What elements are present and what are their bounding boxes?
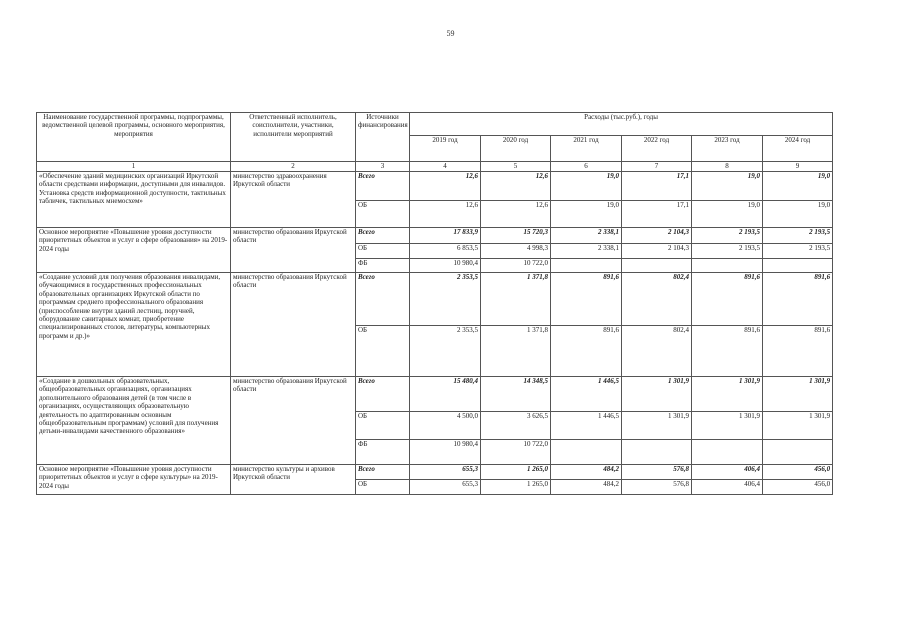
expense-value: 891,6: [692, 326, 763, 377]
expense-value: 2 104,3: [622, 244, 692, 259]
expense-value: 17 833,9: [410, 228, 481, 244]
table-row: [37, 273, 833, 326]
expense-value: 19,0: [551, 172, 622, 201]
expense-value: [622, 259, 692, 273]
expense-value: [551, 440, 622, 465]
expense-value: 891,6: [763, 273, 833, 326]
table-row: [37, 377, 833, 412]
column-number: 3: [356, 162, 410, 172]
header-year: 2023 год: [692, 136, 763, 162]
expense-value: 1 446,5: [551, 377, 622, 412]
expense-value: 655,3: [410, 465, 481, 480]
expense-value: 10 722,0: [481, 440, 551, 465]
expense-value: 1 301,9: [622, 412, 692, 440]
expense-value: 1 446,5: [551, 412, 622, 440]
measure-name: «Создание в дошкольных образовательных, общеобразовательных организациях, организациях дополнительного образования детей (в том числе в организациях, осуществляющих образовательную деятельность по адаптированным основным общеобразовательным программам) условий для получения детьми-инвалидами качественного образования»: [37, 377, 231, 465]
funding-source: ОБ: [356, 201, 410, 228]
expense-value: 891,6: [692, 273, 763, 326]
expense-value: 2 104,3: [622, 228, 692, 244]
measure-name: Основное мероприятие «Повышение уровня доступности приоритетных объектов и услуг в сфере культуры» на 2019-2024 годы: [37, 465, 231, 495]
expense-value: 4 998,3: [481, 244, 551, 259]
expense-value: 19,0: [763, 172, 833, 201]
expense-value: 2 338,1: [551, 244, 622, 259]
expense-value: 10 980,4: [410, 259, 481, 273]
expense-value: 1 265,0: [481, 480, 551, 495]
expense-value: 2 338,1: [551, 228, 622, 244]
expense-value: 12,6: [410, 201, 481, 228]
funding-source: ОБ: [356, 244, 410, 259]
expense-value: 14 348,5: [481, 377, 551, 412]
measure-executor: министерство культуры и архивов Иркутской области: [231, 465, 356, 495]
expense-value: 802,4: [622, 273, 692, 326]
column-number: 2: [231, 162, 356, 172]
expense-value: 576,8: [622, 480, 692, 495]
expense-value: 1 301,9: [692, 412, 763, 440]
header-name: Наименование государственной программы, подпрограммы, ведомственной целевой программы, основного мероприятия, мероприятия: [37, 113, 231, 162]
column-number: 5: [481, 162, 551, 172]
expense-value: 17,1: [622, 201, 692, 228]
expense-value: [551, 259, 622, 273]
measure-executor: министерство здравоохранения Иркутской области: [231, 172, 356, 228]
expense-value: 6 853,5: [410, 244, 481, 259]
expense-value: 1 371,8: [481, 326, 551, 377]
expense-value: 19,0: [692, 201, 763, 228]
expense-value: 2 193,5: [763, 244, 833, 259]
expense-value: 12,6: [410, 172, 481, 201]
expense-value: 3 626,5: [481, 412, 551, 440]
funding-source: Всего: [356, 228, 410, 244]
expense-value: [622, 440, 692, 465]
expense-value: 891,6: [551, 326, 622, 377]
table-row: [37, 228, 833, 244]
header-year: 2024 год: [763, 136, 833, 162]
measure-executor: министерство образования Иркутской области: [231, 377, 356, 465]
column-number: 9: [763, 162, 833, 172]
expense-value: 1 371,8: [481, 273, 551, 326]
expense-value: 17,1: [622, 172, 692, 201]
measure-executor: министерство образования Иркутской области: [231, 228, 356, 273]
column-number: 6: [551, 162, 622, 172]
expense-value: 12,6: [481, 201, 551, 228]
table-row: [37, 465, 833, 480]
expense-value: 19,0: [763, 201, 833, 228]
funding-source: ФБ: [356, 259, 410, 273]
measure-name: Основное мероприятие «Повышение уровня доступности приоритетных объектов и услуг в сфере образования» на 2019-2024 годы: [37, 228, 231, 273]
expense-value: 484,2: [551, 480, 622, 495]
expense-value: 19,0: [692, 172, 763, 201]
expense-value: 456,0: [763, 465, 833, 480]
expense-value: 1 265,0: [481, 465, 551, 480]
expense-value: 406,4: [692, 465, 763, 480]
expense-value: 2 193,5: [692, 244, 763, 259]
measure-executor: министерство образования Иркутской области: [231, 273, 356, 377]
expense-value: 15 720,3: [481, 228, 551, 244]
funding-source: Всего: [356, 172, 410, 201]
measure-name: «Обеспечение зданий медицинских организаций Иркутской области средствами информации, доступными для инвалидов. Установка средств информационной доступности, тактильных табличек, тактильных мнемосхем»: [37, 172, 231, 228]
expense-value: 10 722,0: [481, 259, 551, 273]
expense-value: 456,0: [763, 480, 833, 495]
funding-source: ОБ: [356, 480, 410, 495]
header-year: 2022 год: [622, 136, 692, 162]
expense-value: 4 500,0: [410, 412, 481, 440]
expense-value: 1 301,9: [692, 377, 763, 412]
expense-value: 406,4: [692, 480, 763, 495]
header-year: 2019 год: [410, 136, 481, 162]
header-expenses: Расходы (тыс.руб.), годы: [410, 113, 833, 136]
expense-value: [692, 259, 763, 273]
expense-value: [692, 440, 763, 465]
expense-value: 576,8: [622, 465, 692, 480]
expense-value: 15 480,4: [410, 377, 481, 412]
funding-source: ОБ: [356, 412, 410, 440]
expense-value: 802,4: [622, 326, 692, 377]
page-number: 59: [446, 29, 455, 38]
funding-source: Всего: [356, 273, 410, 326]
funding-source: Всего: [356, 465, 410, 480]
column-number: 7: [622, 162, 692, 172]
expense-value: 2 353,5: [410, 326, 481, 377]
expense-value: 1 301,9: [763, 377, 833, 412]
column-number: 1: [37, 162, 231, 172]
expense-value: [763, 440, 833, 465]
header-year: 2020 год: [481, 136, 551, 162]
table-body: [37, 172, 833, 495]
column-number: 4: [410, 162, 481, 172]
column-number: 8: [692, 162, 763, 172]
expense-value: [763, 259, 833, 273]
expense-value: 2 193,5: [763, 228, 833, 244]
funding-source: Всего: [356, 377, 410, 412]
table-row: [37, 172, 833, 201]
header-executor: Ответственный исполнитель, соисполнители, участники, исполнители мероприятий: [231, 113, 356, 162]
expense-value: 19,0: [551, 201, 622, 228]
expense-value: 10 980,4: [410, 440, 481, 465]
expense-value: 1 301,9: [622, 377, 692, 412]
measure-name: «Создание условий для получения образования инвалидами, обучающимися в государственных профессиональных образовательных организациях Иркутской области по программам среднего профессионального образования (приспособление внутри зданий лестниц, поручней, оборудование санитарных комнат, приобретение специализированных столов, литературы, компьютерных программ и др.)»: [37, 273, 231, 377]
expense-value: 484,2: [551, 465, 622, 480]
expense-value: 1 301,9: [763, 412, 833, 440]
expense-value: 2 193,5: [692, 228, 763, 244]
header-source: Источники финансирования: [356, 113, 410, 162]
expense-value: 2 353,5: [410, 273, 481, 326]
expense-value: 12,6: [481, 172, 551, 201]
header-year: 2021 год: [551, 136, 622, 162]
expense-value: 891,6: [551, 273, 622, 326]
budget-table: [36, 112, 833, 495]
funding-source: ОБ: [356, 326, 410, 377]
expense-value: 655,3: [410, 480, 481, 495]
expense-value: 891,6: [763, 326, 833, 377]
funding-source: ФБ: [356, 440, 410, 465]
